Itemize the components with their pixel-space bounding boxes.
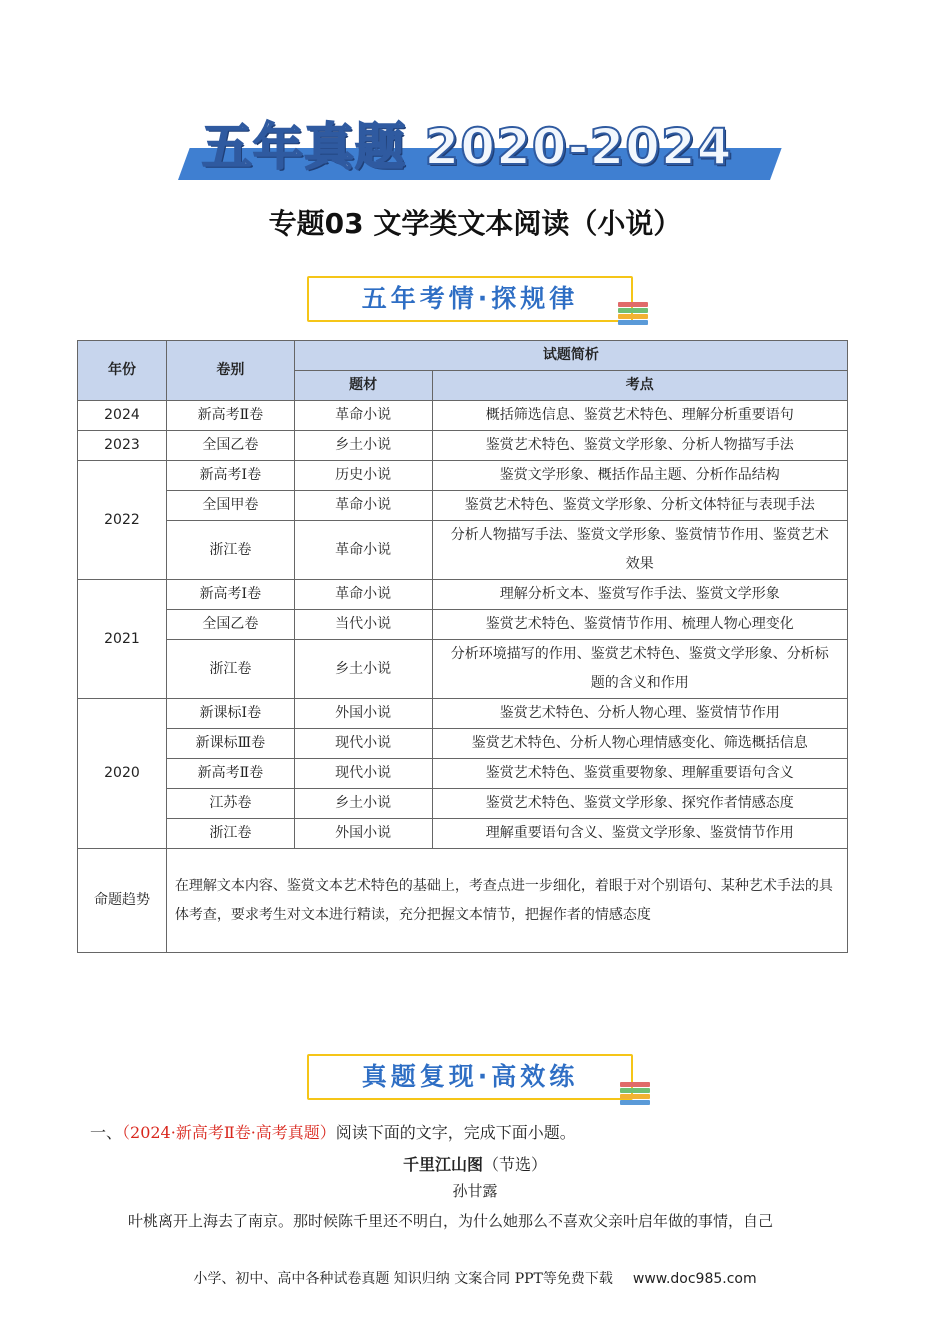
points-cell: 理解分析文本、鉴赏写作手法、鉴赏文学形象 (432, 580, 847, 610)
table-row (78, 491, 848, 521)
points-cell: 鉴赏艺术特色、鉴赏文学形象、探究作者情感态度 (432, 789, 847, 819)
points-cell: 鉴赏艺术特色、分析人物心理情感变化、筛选概括信息 (432, 729, 847, 759)
points-cell: 鉴赏文学形象、概括作品主题、分析作品结构 (432, 461, 847, 491)
section-title-practice: 真题复现·高效练 (307, 1054, 633, 1100)
points-cell: 鉴赏艺术特色、分析人物心理、鉴赏情节作用 (432, 699, 847, 729)
header-points: 考点 (432, 371, 847, 401)
paper-cell: 新课标Ⅰ卷 (166, 699, 294, 729)
topic-cell: 革命小说 (294, 521, 432, 580)
year-cell: 2022 (78, 461, 167, 580)
points-cell: 分析人物描写手法、鉴赏文学形象、鉴赏情节作用、鉴赏艺术效果 (432, 521, 847, 580)
question-source: （2024·新高考Ⅱ卷·高考真题） (122, 1123, 336, 1142)
points-cell: 分析环境描写的作用、鉴赏艺术特色、鉴赏文学形象、分析标题的含义和作用 (432, 640, 847, 699)
table-row (78, 610, 848, 640)
paper-cell: 全国甲卷 (166, 491, 294, 521)
points-cell: 鉴赏艺术特色、鉴赏情节作用、梳理人物心理变化 (432, 610, 847, 640)
year-cell: 2024 (78, 401, 167, 431)
story-title (0, 1152, 950, 1175)
topic-cell: 外国小说 (294, 819, 432, 849)
footer-url[interactable]: www.doc985.com (632, 1271, 757, 1287)
page-title: 专题03 文学类文本阅读（小说） (268, 207, 682, 240)
year-cell: 2021 (78, 580, 167, 699)
paper-cell: 全国乙卷 (166, 610, 294, 640)
paper-cell: 全国乙卷 (166, 431, 294, 461)
trend-row (78, 849, 848, 953)
page-footer (0, 1268, 950, 1288)
year-cell: 2020 (78, 699, 167, 849)
topic-cell: 革命小说 (294, 401, 432, 431)
header-analysis: 试题简析 (294, 341, 847, 371)
paper-cell: 新高考Ⅱ卷 (166, 401, 294, 431)
paper-cell: 浙江卷 (166, 640, 294, 699)
question-number: 一、 (90, 1123, 123, 1142)
topic-cell: 乡土小说 (294, 431, 432, 461)
topic-cell: 外国小说 (294, 699, 432, 729)
topic-cell: 革命小说 (294, 580, 432, 610)
paper-cell: 浙江卷 (166, 521, 294, 580)
table-row (78, 699, 848, 729)
header-paper: 卷别 (166, 341, 294, 401)
books-icon (620, 1082, 650, 1104)
paper-cell: 新高考Ⅰ卷 (166, 580, 294, 610)
header-topic: 题材 (294, 371, 432, 401)
topic-cell: 现代小说 (294, 729, 432, 759)
points-cell: 概括筛选信息、鉴赏艺术特色、理解分析重要语句 (432, 401, 847, 431)
points-cell: 鉴赏艺术特色、鉴赏文学形象、分析人物描写手法 (432, 431, 847, 461)
year-cell: 2023 (78, 431, 167, 461)
banner-text: 五年真题 2020-2024 (202, 118, 733, 176)
topic-cell: 革命小说 (294, 491, 432, 521)
section-title-trends: 五年考情·探规律 (307, 276, 633, 322)
points-cell: 鉴赏艺术特色、鉴赏重要物象、理解重要语句含义 (432, 759, 847, 789)
books-icon (618, 302, 648, 324)
story-title-text: 千里江山图 (402, 1155, 483, 1174)
table-row (78, 521, 848, 580)
points-cell: 鉴赏艺术特色、鉴赏文学形象、分析文体特征与表现手法 (432, 491, 847, 521)
table-row (78, 729, 848, 759)
table-row (78, 401, 848, 431)
exam-analysis-table (77, 340, 848, 953)
table-row (78, 759, 848, 789)
paper-cell: 新高考Ⅰ卷 (166, 461, 294, 491)
story-author: 孙甘露 (452, 1182, 498, 1200)
table-row (78, 640, 848, 699)
footer-text: 小学、初中、高中各种试卷真题 知识归纳 文案合同 PPT等免费下载 (193, 1271, 613, 1287)
story-paragraph: 叶桃离开上海去了南京。那时候陈千里还不明白，为什么她那么不喜欢父亲叶启年做的事情，自己 (128, 1212, 774, 1230)
paper-cell: 浙江卷 (166, 819, 294, 849)
header-year: 年份 (78, 341, 167, 401)
table-row (78, 461, 848, 491)
question-instruction: 阅读下面的文字，完成下面小题。 (335, 1123, 576, 1142)
table-row (78, 431, 848, 461)
points-cell: 理解重要语句含义、鉴赏文学形象、鉴赏情节作用 (432, 819, 847, 849)
trend-text: 在理解文本内容、鉴赏文本艺术特色的基础上，考查点进一步细化，着眼于对个别语句、某种艺术手法的具体考查，要求考生对文本进行精读，充分把握文本情节，把握作者的情感态度 (166, 849, 847, 953)
topic-cell: 历史小说 (294, 461, 432, 491)
table-row (78, 819, 848, 849)
story-title-note: （节选） (483, 1155, 548, 1174)
paper-cell: 江苏卷 (166, 789, 294, 819)
header-banner (178, 112, 770, 186)
topic-cell: 现代小说 (294, 759, 432, 789)
topic-cell: 乡土小说 (294, 640, 432, 699)
trend-label: 命题趋势 (78, 849, 167, 953)
table-row (78, 789, 848, 819)
table-row (78, 580, 848, 610)
question-line (90, 1120, 576, 1143)
paper-cell: 新高考Ⅱ卷 (166, 759, 294, 789)
paper-cell: 新课标Ⅲ卷 (166, 729, 294, 759)
topic-cell: 当代小说 (294, 610, 432, 640)
topic-cell: 乡土小说 (294, 789, 432, 819)
